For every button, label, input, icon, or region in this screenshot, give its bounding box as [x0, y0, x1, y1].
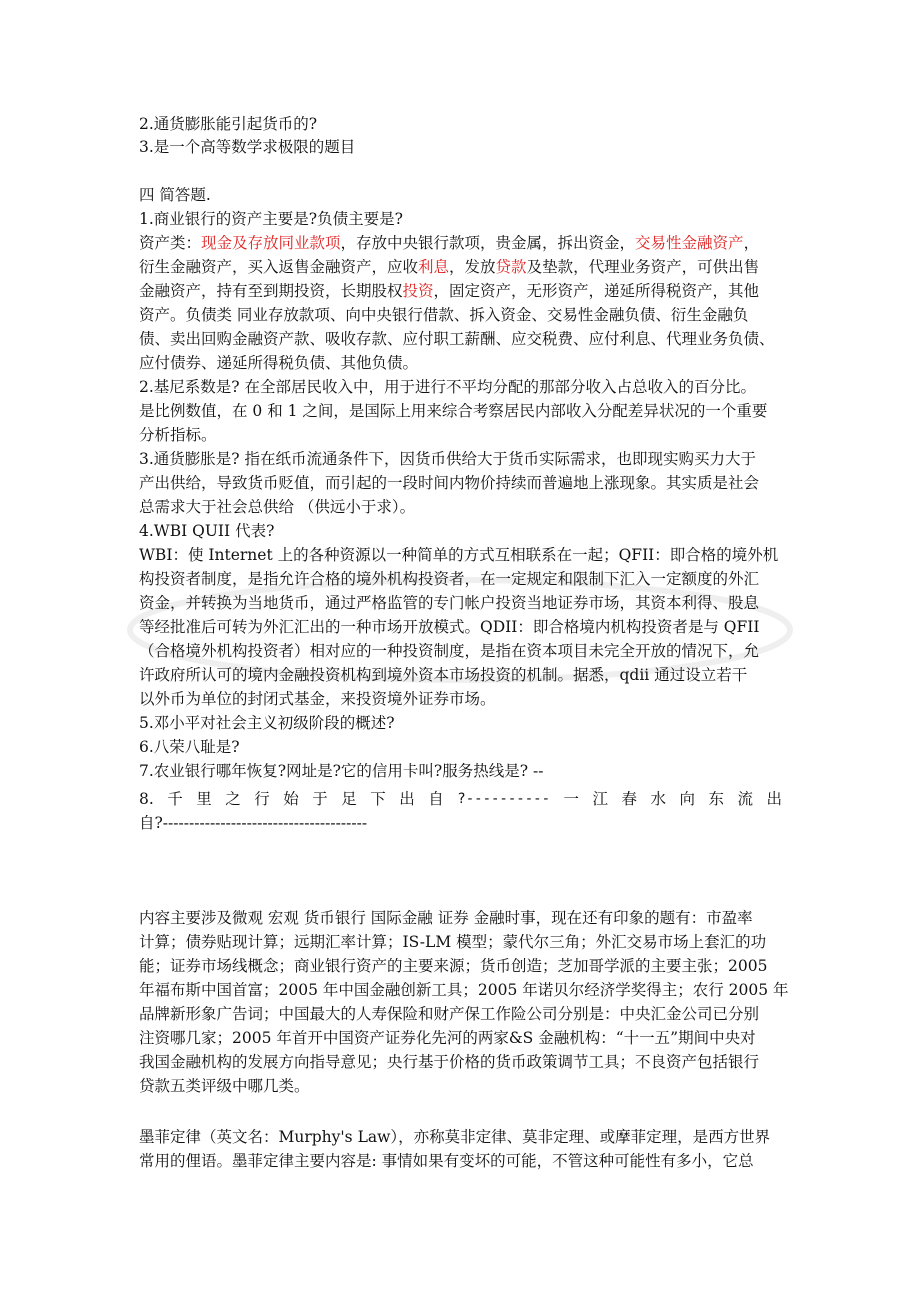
- q8-token: 自: [428, 790, 444, 808]
- q4-line: 许政府所认可的境内金融投资机构到境外资本市场投资的机制。据悉，qdii 通过设立若干: [139, 666, 748, 684]
- q1-answer-line: [139, 256, 759, 278]
- scope-line: 注资哪几家；2005 年首开中国资产证券化先河的两家&S 金融机构：“十一五”期间中央对: [139, 1029, 756, 1047]
- scope-line: 贷款五类评级中哪几类。: [139, 1077, 310, 1095]
- highlighted-term: 现金及存放同业款项: [201, 234, 341, 252]
- highlighted-term: 贷款: [495, 258, 527, 276]
- text-run: ，: [743, 234, 760, 252]
- question-2-partial: 2.通货膨胀能引起货币的?: [139, 115, 318, 133]
- q2-line: 2.基尼系数是? 在全部居民收入中，用于进行不平均分配的那部分收入占总收入的百分比。: [139, 378, 757, 396]
- text-run: 金融资产，持有至到期投资，长期股权: [139, 282, 403, 300]
- highlighted-term: 投资: [402, 282, 434, 300]
- scope-line: 能；证券市场线概念；商业银行资产的主要来源；货币创造；芝加哥学派的主要主张；2005: [139, 957, 768, 975]
- q6-question: 6.八荣八耻是?: [139, 738, 240, 756]
- q2-line: 分析指标。: [139, 426, 217, 444]
- scope-line: 年福布斯中国首富；2005 年中国金融创新工具；2005 年诺贝尔经济学奖得主；农行 2005 年: [139, 981, 789, 999]
- q8-token: 于: [312, 790, 328, 808]
- q8-token: 之: [225, 790, 241, 808]
- q8-token: 足: [341, 790, 357, 808]
- q8-token: 下: [370, 790, 386, 808]
- q8-line-2: 自?---------------------------------------: [139, 814, 368, 832]
- q8-token: 向: [679, 790, 695, 808]
- q4-line: 等经批准后可转为外汇汇出的一种市场开放模式。QDII：即合格境内机构投资者是与 QFII: [139, 618, 760, 636]
- q8-token: 水: [650, 790, 666, 808]
- question-3-partial: 3.是一个高等数学求极限的题目: [139, 138, 356, 156]
- q4-line: 资金，并转换为当地货币，通过严格监管的专门帐户投资当地证券市场，其资本利得、股息: [139, 594, 760, 612]
- scope-line: 计算；债券贴现计算；远期汇率计算；IS-LM 模型；蒙代尔三角；外汇交易市场上套汇的功: [139, 933, 767, 951]
- q8-token: 始: [283, 790, 299, 808]
- q1-answer-line: 债、卖出回购金融资产款、吸收存款、应付职工薪酬、应交税费、应付利息、代理业务负债、: [139, 330, 775, 348]
- text-run: 衍生金融资产，买入返售金融资产，应收: [139, 258, 419, 276]
- murphy-line: 墨菲定律（英文名：Murphy's Law），亦称莫非定律、莫非定理、或摩菲定理，是西方世界: [139, 1128, 771, 1146]
- q8-token: 流: [737, 790, 753, 808]
- murphy-line: 常用的俚语。墨菲定律主要内容是: 事情如果有变坏的可能，不管这种可能性有多小，它总: [139, 1152, 754, 1170]
- text-run: ，固定资产，无形资产，递延所得税资产，其他: [433, 282, 760, 300]
- q4-line: 以外币为单位的封闭式基金，来投资境外证券市场。: [139, 690, 496, 708]
- q8-token: 行: [254, 790, 270, 808]
- q4-line: WBI：使 Internet 上的各种资源以一种简单的方式互相联系在一起；QFII：即合格的境外机: [139, 546, 779, 564]
- q1-answer-line: 资产。负债类 同业存放款项、向中央银行借款、拆入资金、交易性金融负债、衍生金融负: [139, 306, 749, 324]
- q3-line: 产出供给，导致货币贬值，而引起的一段时间内物价持续而普遍地上涨现象。其实质是社会: [139, 474, 760, 492]
- highlighted-term: 利息: [418, 258, 450, 276]
- q1-answer-line: [139, 232, 759, 254]
- highlighted-term: 交易性金融资产: [635, 234, 744, 252]
- q4-line: 构投资者制度，是指允许合格的境外机构投资者，在一定规定和限制下汇入一定额度的外汇: [139, 570, 760, 588]
- q8-token: 出: [766, 790, 782, 808]
- q8-token: ?----------: [457, 791, 550, 807]
- text-run: ，发放: [449, 258, 496, 276]
- text-run: 及垫款，代理业务资产，可供出售: [526, 258, 760, 276]
- q1-question: 1.商业银行的资产主要是?负债主要是?: [139, 210, 403, 228]
- scope-line: 品牌新形象广告词；中国最大的人寿保险和财产保工作险公司分别是：中央汇金公司已分别: [139, 1005, 760, 1023]
- q8-token: 江: [592, 790, 608, 808]
- q8-token: 出: [399, 790, 415, 808]
- q8-token: 东: [708, 790, 724, 808]
- section-heading: 四 简答题.: [139, 186, 211, 204]
- q1-answer-line: 应付债券、递延所得税负债、其他负债。: [139, 354, 419, 372]
- q8-token: 春: [621, 790, 637, 808]
- q4-line: （合格境外机构投资者）相对应的一种投资制度，是指在资本项目未完全开放的情况下，允: [139, 642, 760, 660]
- scope-line: 我国金融机构的发展方向指导意见；央行基于价格的货币政策调节工具；不良资产包括银行: [139, 1053, 760, 1071]
- scope-line: 内容主要涉及微观 宏观 货币银行 国际金融 证券 金融时事，现在还有印象的题有：市盈率: [139, 909, 753, 927]
- text-run: 资产类：: [139, 234, 202, 252]
- q8-token: 千: [167, 790, 183, 808]
- q5-question: 5.邓小平对社会主义初级阶段的概述?: [139, 714, 395, 732]
- q8-token: 里: [196, 790, 212, 808]
- q8-justified-line: [139, 788, 782, 810]
- q8-token: 8.: [139, 790, 154, 808]
- q4-title: 4.WBI QUII 代表?: [139, 522, 275, 540]
- q7-question: 7.农业银行哪年恢复?网址是?它的信用卡叫?服务热线是? --: [139, 762, 544, 780]
- q2-line: 是比例数值，在 0 和 1 之间，是国际上用来综合考察居民内部收入分配差异状况的一个重要: [139, 402, 768, 420]
- q3-line: 3.通货膨胀是? 指在纸币流通条件下，因货币供给大于货币实际需求，也即现实购买力大于: [139, 450, 757, 468]
- text-run: ，存放中央银行款项，贵金属，拆出资金，: [340, 234, 636, 252]
- q1-answer-line: [139, 280, 759, 302]
- q3-line: 总需求大于社会总供给 （供远小于求）。: [139, 498, 416, 516]
- q8-token: 一: [563, 790, 579, 808]
